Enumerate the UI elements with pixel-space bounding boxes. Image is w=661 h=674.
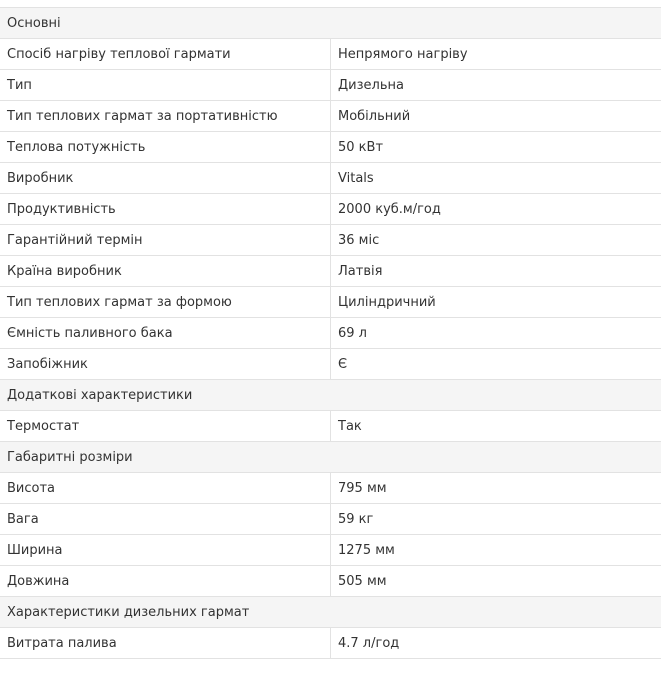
- spec-name: Витрата палива: [0, 628, 331, 659]
- spec-value: 1275 мм: [331, 535, 661, 566]
- spec-value: 2000 куб.м/год: [331, 194, 661, 225]
- section-title: Характеристики дизельних гармат: [0, 597, 661, 628]
- spec-row: [0, 318, 661, 349]
- spec-name: Країна виробник: [0, 256, 331, 287]
- spec-row: [0, 411, 661, 442]
- spec-row: [0, 163, 661, 194]
- spec-row: [0, 566, 661, 597]
- spec-value: Непрямого нагріву: [331, 39, 661, 70]
- spec-row: [0, 349, 661, 380]
- spec-name: Теплова потужність: [0, 132, 331, 163]
- spec-name: Продуктивність: [0, 194, 331, 225]
- spec-row: [0, 473, 661, 504]
- spec-name: Тип: [0, 70, 331, 101]
- spec-value: 4.7 л/год: [331, 628, 661, 659]
- spec-value: 36 міс: [331, 225, 661, 256]
- spec-row: [0, 256, 661, 287]
- spec-name: Тип теплових гармат за формою: [0, 287, 331, 318]
- spec-row: [0, 225, 661, 256]
- spec-row: [0, 39, 661, 70]
- spec-name: Спосіб нагріву теплової гармати: [0, 39, 331, 70]
- spec-value: 50 кВт: [331, 132, 661, 163]
- section-header-dimensions: [0, 442, 661, 473]
- spec-value: Латвія: [331, 256, 661, 287]
- section-title: Габаритні розміри: [0, 442, 661, 473]
- spec-value: 505 мм: [331, 566, 661, 597]
- spec-value: Vitals: [331, 163, 661, 194]
- spec-value: 69 л: [331, 318, 661, 349]
- spec-name: Довжина: [0, 566, 331, 597]
- spec-value: Є: [331, 349, 661, 380]
- spec-value: Так: [331, 411, 661, 442]
- spec-row: [0, 535, 661, 566]
- spec-name: Тип теплових гармат за портативністю: [0, 101, 331, 132]
- spec-value: 59 кг: [331, 504, 661, 535]
- spec-row: [0, 132, 661, 163]
- section-header-main: [0, 8, 661, 39]
- spec-row: [0, 194, 661, 225]
- spec-row: [0, 287, 661, 318]
- spec-name: Термостат: [0, 411, 331, 442]
- section-header-diesel: [0, 597, 661, 628]
- section-title: Основні: [0, 8, 661, 39]
- spec-value: Мобільний: [331, 101, 661, 132]
- spec-name: Виробник: [0, 163, 331, 194]
- spec-name: Ширина: [0, 535, 331, 566]
- spec-row: [0, 504, 661, 535]
- spec-name: Вага: [0, 504, 331, 535]
- spec-value: Дизельна: [331, 70, 661, 101]
- spec-row: [0, 101, 661, 132]
- spec-name: Запобіжник: [0, 349, 331, 380]
- section-title: Додаткові характеристики: [0, 380, 661, 411]
- section-header-additional: [0, 380, 661, 411]
- spec-name: Висота: [0, 473, 331, 504]
- spec-value: Циліндричний: [331, 287, 661, 318]
- spec-value: 795 мм: [331, 473, 661, 504]
- spec-name: Ємність паливного бака: [0, 318, 331, 349]
- spec-row: [0, 70, 661, 101]
- spec-row: [0, 628, 661, 659]
- specifications-table: [0, 7, 661, 659]
- spec-name: Гарантійний термін: [0, 225, 331, 256]
